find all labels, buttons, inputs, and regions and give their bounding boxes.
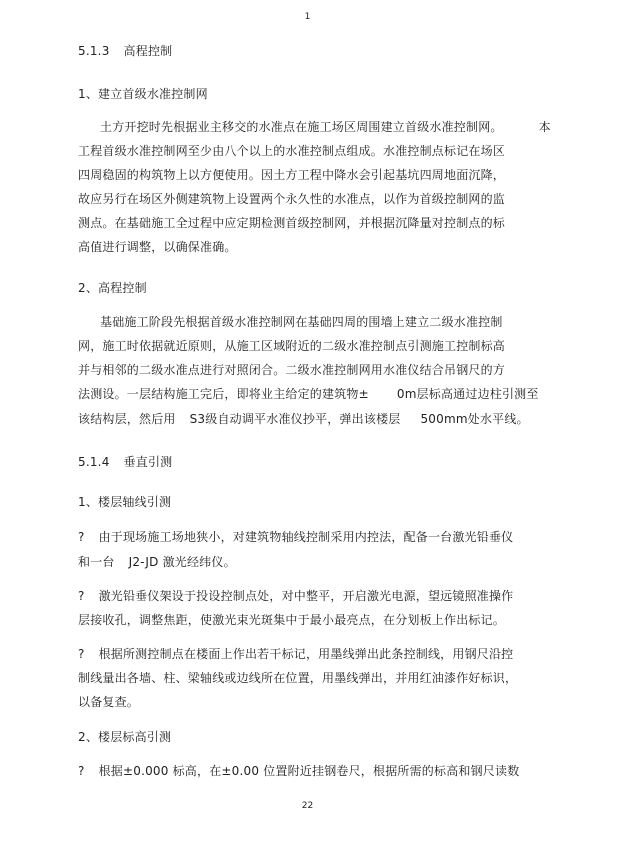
bullet-continuation: 制线量出各墙、柱、梁轴线或边线所在位置，用墨线弹出，并用红油漆作好标识， [78, 671, 518, 685]
paragraph-line: 法测设。一层结构施工完后，即将业主给定的建筑物± 0m层标高通过边柱引测至 [78, 387, 539, 401]
bullet-marker: ? [78, 647, 85, 661]
paragraph-line: 故应另行在场区外侧建筑物上设置两个永久性的水准点，以作为首级控制网的监 [78, 192, 506, 206]
paragraph-line: 工程首级水准控制网至少由八个以上的水准控制点组成。水准控制点标记在场区 [78, 144, 506, 158]
bullet-marker: ? [78, 764, 85, 778]
section-title: 高程控制 [123, 44, 173, 58]
bullet-item: ? 激光铅垂仪架设于投设控制点处，对中整平，开启激光电源，望远镜照准操作 [78, 589, 514, 603]
bullet-item: ? 根据±0.000 标高，在±0.00 位置附近挂钢卷尺，根据所需的标高和钢尺读数 [78, 764, 520, 778]
bullet-marker: ? [78, 589, 85, 603]
bullet-continuation: 以备复查。 [78, 695, 140, 709]
paragraph-line: 四周稳固的构筑物上以方便使用。因土方工程中降水会引起基坑四周地面沉降， [78, 168, 506, 182]
section-heading-5-1-4 [78, 455, 172, 469]
page-header-number: 1 [304, 12, 311, 22]
bullet-item: ? 由于现场施工场地狭小，对建筑物轴线控制采用内控法，配备一台激光铅垂仪 [78, 530, 514, 544]
page-footer-number: 22 [301, 801, 314, 811]
paragraph-line: 高值进行调整，以确保准确。 [78, 240, 237, 254]
paragraph-line: 测点。在基础施工全过程中应定期检测首级控制网，并根据沉降量对控制点的标 [78, 216, 506, 230]
section-number: 5.1.3 [78, 44, 110, 58]
subsection-heading-2: 2、高程控制 [78, 281, 147, 295]
paragraph-line: 土方开挖时先根据业主移交的水准点在施工场区周围建立首级水准控制网。 本 [100, 120, 551, 134]
subsection-heading-4: 2、楼层标高引测 [78, 730, 172, 744]
paragraph-line: 并与相邻的二级水准点进行对照闭合。二级水准控制网用水准仪结合吊钢尺的方 [78, 363, 506, 377]
bullet-continuation: 和一台 J2-JD 激光经纬仪。 [78, 555, 236, 569]
paragraph-line: 基础施工阶段先根据首级水准控制网在基础四周的围墙上建立二级水准控制 [100, 315, 503, 329]
subsection-heading-3: 1、楼层轴线引测 [78, 495, 172, 509]
subsection-heading-1: 1、建立首级水准控制网 [78, 87, 208, 101]
bullet-continuation: 层接收孔，调整焦距，使激光束光斑集中于最小最亮点，在分划板上作出标记。 [78, 613, 506, 627]
paragraph-line: 网，施工时依据就近原则，从施工区域附近的二级水准控制点引测施工控制标高 [78, 339, 506, 353]
section-title: 垂直引测 [123, 455, 173, 469]
paragraph-line: 该结构层，然后用 S3级自动调平水准仪抄平，弹出该楼层 500mm处水平线。 [78, 412, 529, 426]
bullet-marker: ? [78, 530, 85, 544]
bullet-item: ? 根据所测控制点在楼面上作出若干标记，用墨线弹出此条控制线，用钢尺沿控 [78, 647, 514, 661]
section-heading-5-1-3 [78, 44, 172, 58]
section-number: 5.1.4 [78, 455, 110, 469]
